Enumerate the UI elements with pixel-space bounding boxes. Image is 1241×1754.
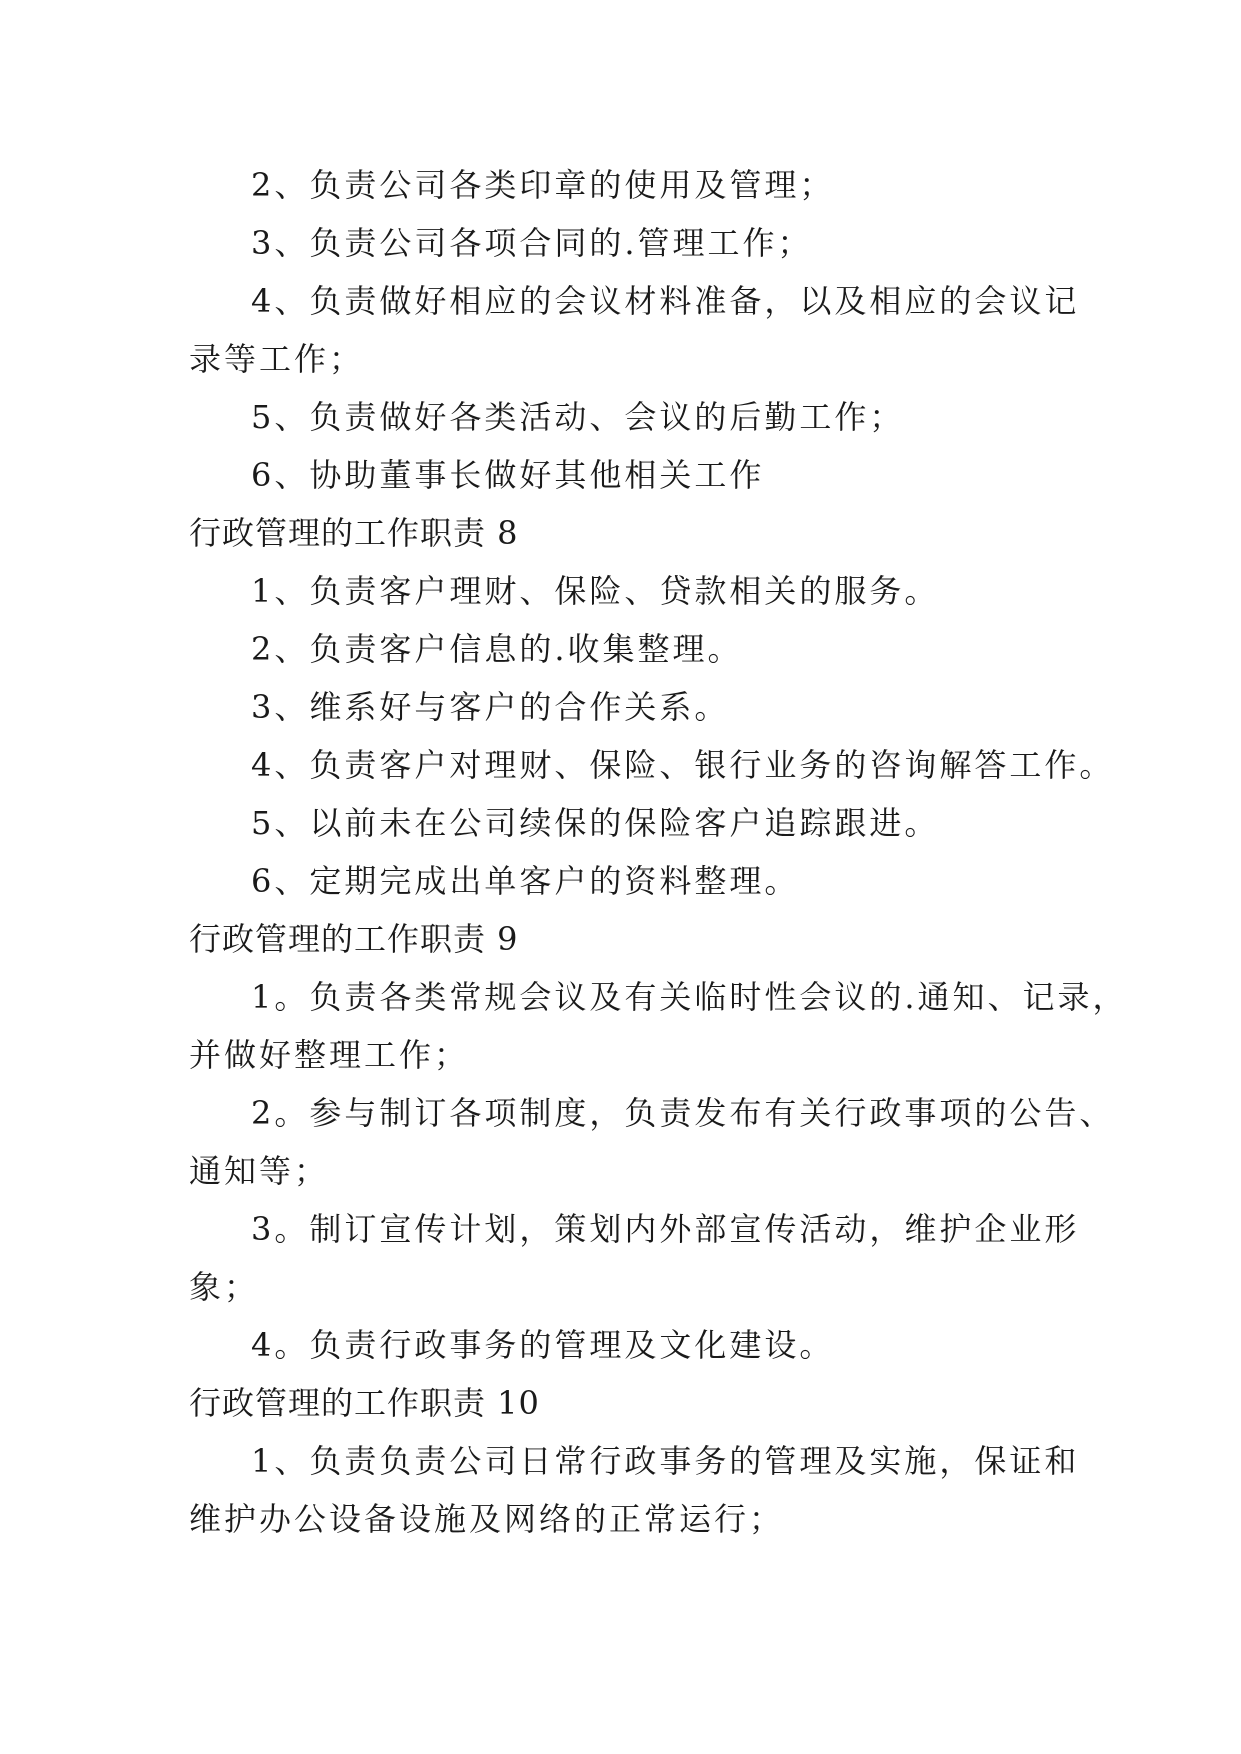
document-body (189, 156, 1128, 1548)
list-item: 6、定期完成出单客户的资料整理。 (251, 862, 800, 900)
list-item-continuation: 并做好整理工作； (189, 1036, 470, 1074)
list-item: 5、以前未在公司续保的保险客户追踪跟进。 (251, 804, 940, 842)
section-heading: 行政管理的工作职责 10 (189, 1384, 540, 1422)
list-item: 6、协助董事长做好其他相关工作 (251, 456, 765, 494)
section-heading: 行政管理的工作职责 9 (189, 920, 519, 958)
list-item-continuation: 象； (189, 1268, 260, 1306)
list-item: 2、负责客户信息的.收集整理。 (251, 630, 743, 668)
list-item: 3。制订宣传计划，策划内外部宣传活动，维护企业形 (251, 1210, 1080, 1248)
list-item: 3、维系好与客户的合作关系。 (251, 688, 730, 726)
list-item: 3、负责公司各项合同的.管理工作； (251, 224, 813, 262)
section-heading: 行政管理的工作职责 8 (189, 514, 519, 552)
list-item: 5、负责做好各类活动、会议的后勤工作； (251, 398, 905, 436)
list-item: 1。负责各类常规会议及有关临时性会议的.通知、记录， (251, 978, 1128, 1016)
list-item: 4、负责做好相应的会议材料准备，以及相应的会议记 (251, 282, 1080, 320)
list-item: 4、负责客户对理财、保险、银行业务的咨询解答工作。 (251, 746, 1115, 784)
list-item: 1、负责客户理财、保险、贷款相关的服务。 (251, 572, 940, 610)
list-item-continuation: 录等工作； (189, 340, 365, 378)
list-item: 2、负责公司各类印章的使用及管理； (251, 166, 835, 204)
list-item-continuation: 通知等； (189, 1152, 330, 1190)
list-item-continuation: 维护办公设备设施及网络的正常运行； (189, 1500, 785, 1538)
list-item: 1、负责负责公司日常行政事务的管理及实施，保证和 (251, 1442, 1080, 1480)
list-item: 4。负责行政事务的管理及文化建设。 (251, 1326, 835, 1364)
list-item: 2。参与制订各项制度，负责发布有关行政事项的公告、 (251, 1094, 1115, 1132)
